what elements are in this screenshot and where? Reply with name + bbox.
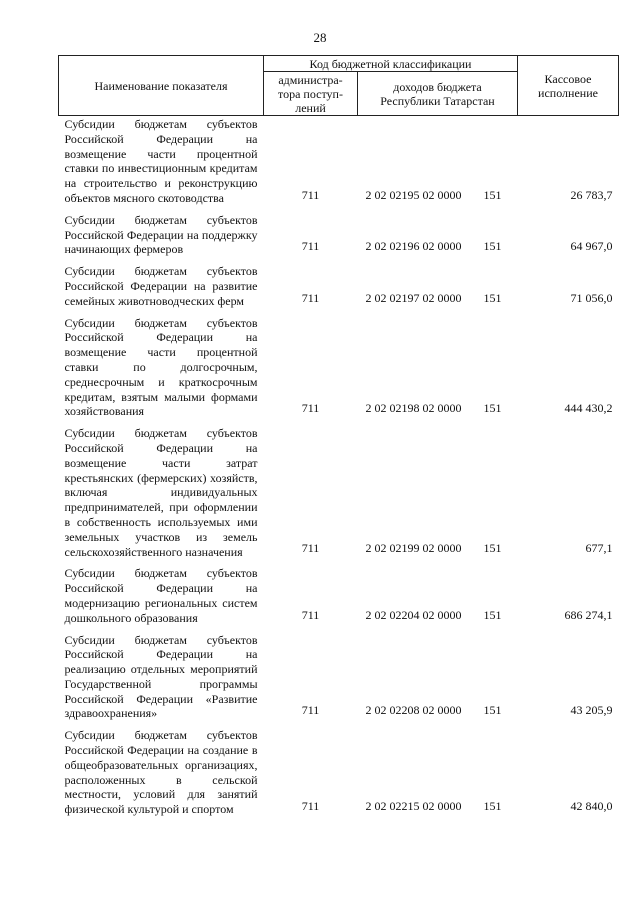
row-admin-code: 711	[301, 703, 320, 718]
row-name: Субсидии бюджетам субъектов Российской Федерации на реализацию отдельных мероприятий Государственной программы Российской Федерации «Развитие здравоохранения»	[64, 632, 258, 721]
row-admin-code: 711	[301, 607, 320, 622]
row-kbk	[358, 116, 518, 212]
row-name: Субсидии бюджетам субъектов Российской Федерации на создание в общеобразовательных организациях, расположенных в сельской местности, условий для занятий физической культурой и спортом	[64, 728, 258, 817]
row-admin-code: 711	[301, 187, 320, 202]
row-amount: 64 967,0	[570, 239, 613, 254]
row-name: Субсидии бюджетам субъектов Российской Федерации на модернизацию региональных систем дошкольного образования	[64, 566, 258, 625]
table-row	[59, 212, 619, 263]
row-admin-code: 711	[301, 290, 320, 305]
row-subcode: 151	[483, 290, 502, 305]
row-income-code: 2 02 02198 02 0000	[365, 401, 462, 416]
row-name: Субсидии бюджетам субъектов Российской Федерации на возмещение части процентной ставки по инвестиционным кредитам на строительство и реконструкцию объектов мясного скотоводства	[64, 117, 258, 205]
row-income-code: 2 02 02195 02 0000	[365, 187, 462, 202]
row-amount: 71 056,0	[570, 290, 613, 305]
header-admin: администра-тора поступ-лений	[264, 72, 358, 116]
row-admin-code: 711	[301, 541, 320, 556]
table-row	[59, 727, 619, 823]
row-income-code: 2 02 02204 02 0000	[365, 607, 462, 622]
row-name: Субсидии бюджетам субъектов Российской Федерации на возмещение части затрат крестьянских (фермерских) хозяйств, включая индивидуальных предпринимателей, при оформлении в собственность используемых ими земельных участков из земель сельскохозяйственного назначения	[64, 426, 258, 559]
row-admin-code: 711	[301, 239, 320, 254]
page-number: 28	[313, 30, 327, 45]
budget-table	[58, 55, 619, 823]
row-amount: 686 274,1	[564, 607, 613, 622]
row-name: Субсидии бюджетам субъектов Российской Федерации на возмещение части процентной ставки по долгосрочным, среднесрочным и краткосрочным кредитам, взятым малыми формами хозяйствования	[64, 315, 258, 419]
row-name: Субсидии бюджетам субъектов Российской Федерации на развитие семейных животноводческих ферм	[64, 264, 258, 308]
row-subcode: 151	[483, 541, 502, 556]
row-subcode: 151	[483, 703, 502, 718]
row-name: Субсидии бюджетам субъектов Российской Федерации на поддержку начинающих фермеров	[64, 212, 258, 257]
table-row	[59, 632, 619, 728]
row-admin-code: 711	[301, 401, 320, 416]
table-row	[59, 116, 619, 212]
row-kbk	[358, 315, 518, 426]
row-income-code: 2 02 02197 02 0000	[365, 290, 462, 305]
row-income-code: 2 02 02199 02 0000	[365, 541, 462, 556]
row-kbk	[358, 212, 518, 263]
row-income-code: 2 02 02208 02 0000	[365, 703, 462, 718]
row-subcode: 151	[483, 239, 502, 254]
header-classification: Код бюджетной классификации	[264, 56, 518, 72]
row-amount: 43 205,9	[570, 703, 613, 718]
row-subcode: 151	[483, 607, 502, 622]
row-subcode: 151	[483, 401, 502, 416]
header-execution: Кассовое исполнение	[518, 56, 619, 116]
row-kbk	[358, 565, 518, 631]
row-kbk	[358, 632, 518, 728]
row-amount: 444 430,2	[564, 401, 613, 416]
table-row	[59, 425, 619, 565]
row-admin-code: 711	[301, 799, 320, 814]
row-income-code: 2 02 02196 02 0000	[365, 239, 462, 254]
table-row	[59, 263, 619, 314]
row-amount: 677,1	[585, 541, 613, 556]
header-name: Наименование показателя	[59, 56, 264, 116]
table-row	[59, 315, 619, 426]
row-income-code: 2 02 02215 02 0000	[365, 799, 462, 814]
row-kbk	[358, 727, 518, 823]
row-subcode: 151	[483, 799, 502, 814]
row-kbk	[358, 263, 518, 314]
table-row	[59, 565, 619, 631]
row-kbk	[358, 425, 518, 565]
row-subcode: 151	[483, 187, 502, 202]
header-income: доходов бюджета Республики Татарстан	[358, 72, 518, 116]
row-amount: 26 783,7	[570, 187, 613, 202]
row-amount: 42 840,0	[570, 799, 613, 814]
